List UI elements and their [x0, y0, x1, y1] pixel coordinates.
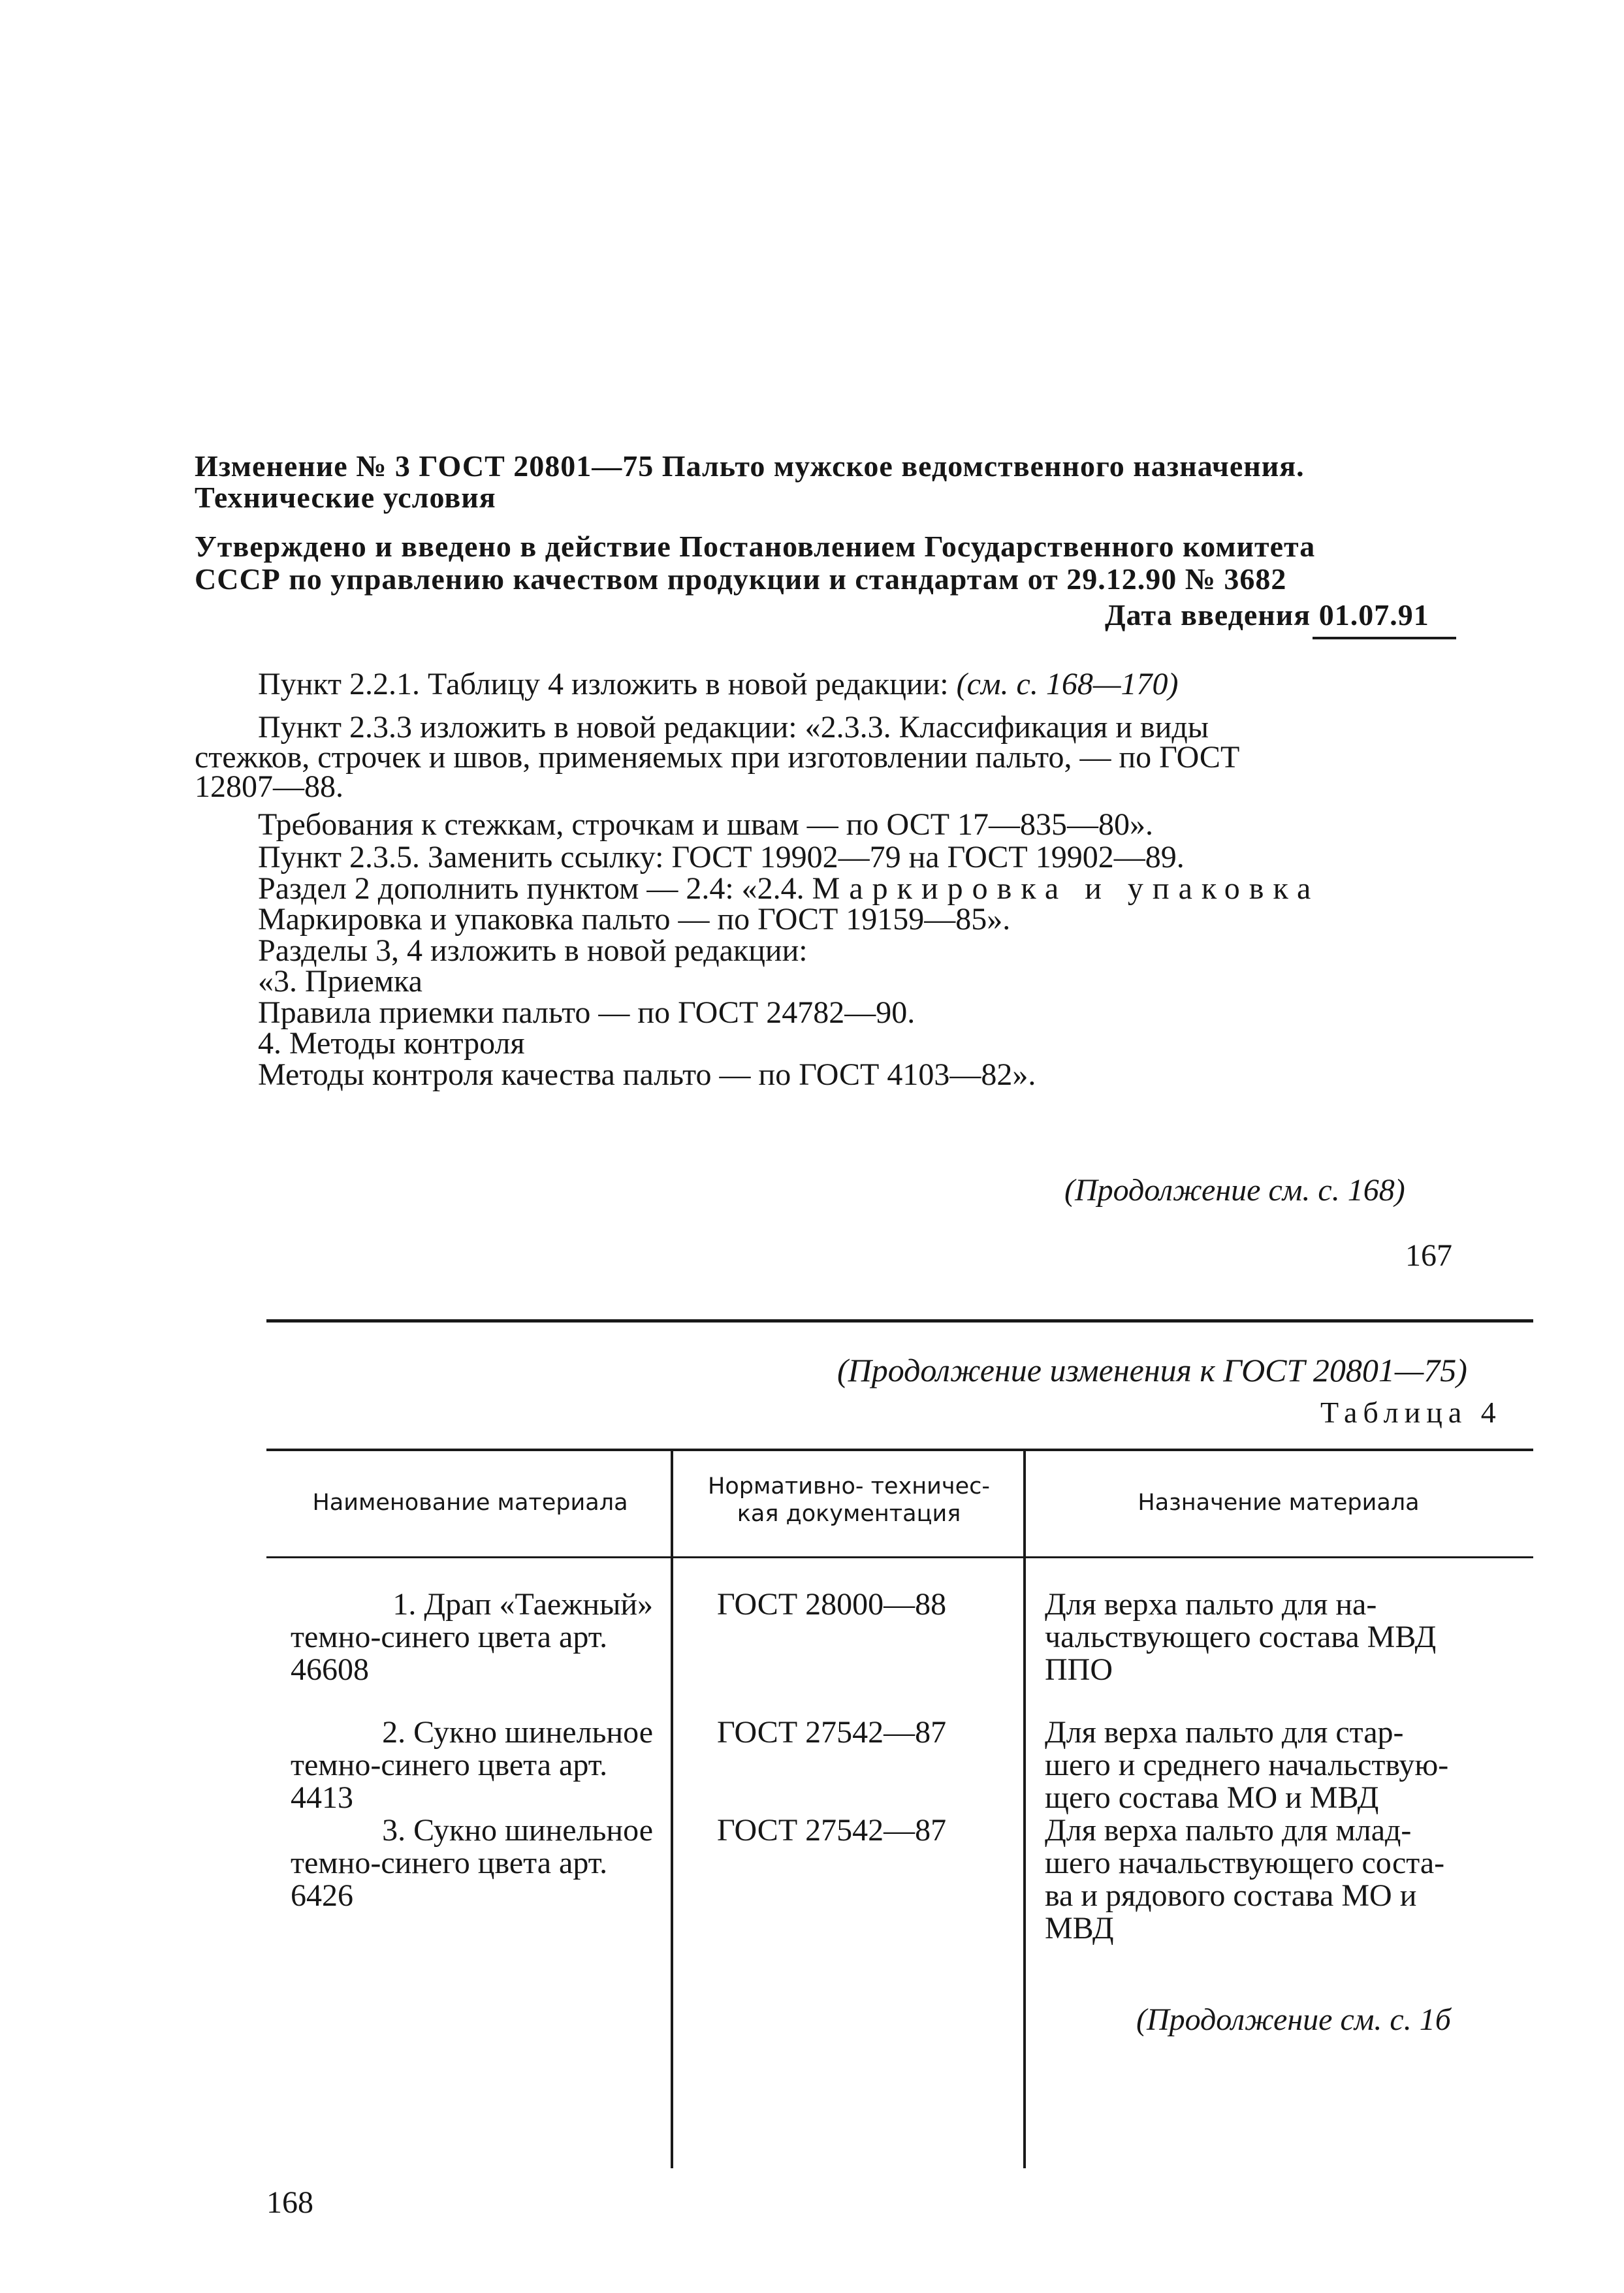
paragraph-requirements: Требования к стежкам, строчкам и швам — по ОСТ 17—835—80».	[258, 807, 1154, 842]
page-number-168: 168	[266, 2185, 313, 2220]
paragraph-marking: Маркировка и упаковка пальто — по ГОСТ 19159—85».	[258, 902, 1011, 937]
change-title-line2: Технические условия	[195, 481, 496, 514]
section-3-heading: «3. Приемка	[258, 964, 422, 999]
column-divider-2	[1023, 1449, 1026, 2168]
paragraph-2-2-1	[258, 663, 1179, 706]
row-2-name-line3: 4413	[291, 1780, 353, 1815]
table-row-1-purpose	[1045, 1588, 1436, 1686]
table-row-2-name	[291, 1716, 653, 1814]
paragraph-control: Методы контроля качества пальто — по ГОСТ 4103—82».	[258, 1057, 1036, 1092]
row-1-purpose-line1: Для верха пальто для на-	[1045, 1587, 1377, 1622]
paragraph-acceptance: Правила приемки пальто — по ГОСТ 24782—90.	[258, 995, 915, 1030]
paragraph-section-2-text: Раздел 2 дополнить пунктом — 2.4: «2.4.	[258, 871, 812, 906]
row-2-name-line2: темно-синего цвета арт.	[291, 1748, 608, 1782]
table-top-rule	[266, 1449, 1533, 1451]
row-1-name-line2: темно-синего цвета арт.	[291, 1620, 608, 1654]
table-row-3-purpose	[1045, 1814, 1444, 1945]
page-reference: (см. с. 168—170)	[956, 667, 1179, 701]
page-divider	[266, 1319, 1533, 1323]
paragraph-2-3-3-line2: стежков, строчек и швов, применяемых при изготовлении пальто, — по ГОСТ	[195, 740, 1240, 775]
change-title-line1: Изменение № 3 ГОСТ 20801—75 Пальто мужское ведомственного назначения.	[195, 449, 1305, 483]
column-divider-1	[671, 1449, 673, 2168]
table-row-2-document: ГОСТ 27542—87	[717, 1715, 947, 1750]
paragraph-2-3-3-line1: Пункт 2.3.3 изложить в новой редакции: «2.3.3. Классификация и виды	[258, 710, 1209, 745]
continuation-note-168: (Продолжение см. с. 1б	[1136, 2002, 1451, 2037]
continuation-header: (Продолжение изменения к ГОСТ 20801—75)	[837, 1352, 1467, 1388]
row-1-purpose-line2: чальствующего состава МВД	[1045, 1620, 1437, 1654]
date-underline	[1313, 637, 1456, 639]
row-3-name-line2: темно-синего цвета арт.	[291, 1846, 608, 1880]
table-row-3-name	[291, 1814, 653, 1912]
approval-line1: Утверждено и введено в действие Постановлением Государственного комитета	[195, 530, 1316, 563]
row-2-purpose-line2: шего и среднего начальствую-	[1045, 1748, 1449, 1782]
column-header-document	[676, 1473, 1022, 1528]
row-1-purpose-line3: ППО	[1045, 1652, 1113, 1687]
row-1-name-line3: 46608	[291, 1652, 369, 1687]
row-3-purpose-line2: шего начальствующего соста-	[1045, 1846, 1445, 1880]
column-header-material: Наименование материала	[312, 1490, 628, 1516]
effective-date: Дата введения 01.07.91	[1105, 598, 1429, 632]
row-3-name-line1: 3. Сукно шинельное	[382, 1813, 653, 1848]
row-3-purpose-line1: Для верха пальто для млад-	[1045, 1813, 1412, 1848]
table-label: Таблица 4	[1320, 1396, 1502, 1429]
table-row-2-purpose	[1045, 1716, 1448, 1814]
continuation-note: (Продолжение см. с. 168)	[1064, 1173, 1405, 1208]
row-2-purpose-line3: щего состава МО и МВД	[1045, 1780, 1379, 1815]
table-row-1-document: ГОСТ 28000—88	[717, 1587, 947, 1622]
page-number: 167	[1405, 1238, 1452, 1273]
row-3-purpose-line4: МВД	[1045, 1911, 1114, 1946]
approval-line2: СССР по управлению качеством продукции и стандартам от 29.12.90 № 3682	[195, 562, 1287, 596]
table-header-rule	[266, 1556, 1533, 1558]
row-2-name-line1: 2. Сукно шинельное	[382, 1715, 653, 1750]
column-header-document-line2: кая документация	[737, 1501, 961, 1527]
table-row-1-name	[291, 1588, 653, 1686]
spaced-heading: Маркировка и упаковка	[812, 871, 1320, 906]
paragraph-2-3-3-line3: 12807—88.	[195, 769, 343, 804]
row-3-purpose-line3: ва и рядового состава МО и	[1045, 1878, 1417, 1913]
row-3-name-line3: 6426	[291, 1878, 353, 1913]
column-header-purpose: Назначение материала	[1138, 1490, 1420, 1516]
paragraph-sections-3-4: Разделы 3, 4 изложить в новой редакции:	[258, 933, 808, 968]
row-1-name-line1: 1. Драп «Таежный»	[392, 1587, 653, 1622]
column-header-document-line1: Нормативно- техничес-	[708, 1473, 990, 1499]
paragraph-2-3-5: Пункт 2.3.5. Заменить ссылку: ГОСТ 19902—79 на ГОСТ 19902—89.	[258, 840, 1185, 874]
table-row-3-document: ГОСТ 27542—87	[717, 1813, 947, 1848]
section-4-heading: 4. Методы контроля	[258, 1026, 525, 1061]
paragraph-2-2-1-text: Пункт 2.2.1. Таблицу 4 изложить в новой редакции:	[258, 667, 957, 701]
row-2-purpose-line1: Для верха пальто для стар-	[1045, 1715, 1404, 1750]
